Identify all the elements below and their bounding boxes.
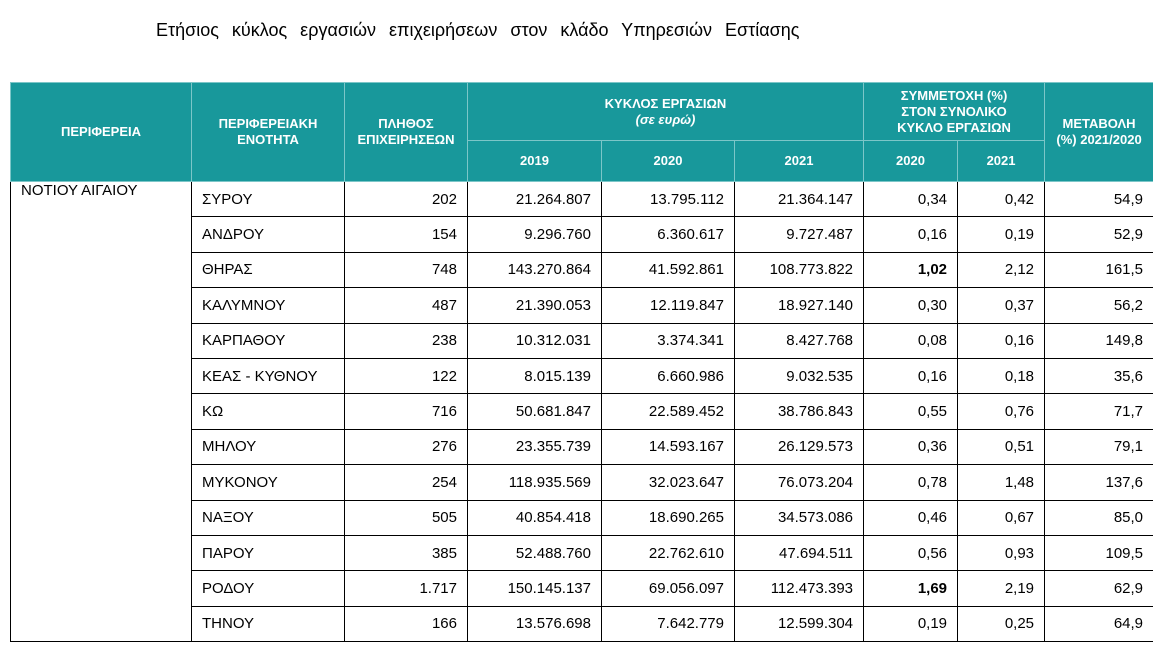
- unit-cell: ΚΩ: [192, 394, 345, 429]
- turnover-2020-cell: 69.056.097: [602, 571, 735, 606]
- turnover-2021-cell: 9.032.535: [735, 358, 864, 393]
- turnover-2020-cell: 18.690.265: [602, 500, 735, 535]
- count-cell: 166: [345, 606, 468, 641]
- header-year-2019: 2019: [468, 141, 602, 182]
- unit-cell: ΝΑΞΟΥ: [192, 500, 345, 535]
- unit-cell: ΚΑΛΥΜΝΟΥ: [192, 288, 345, 323]
- turnover-2019-cell: 21.390.053: [468, 288, 602, 323]
- unit-cell: ΚΕΑΣ - ΚΥΘΝΟΥ: [192, 358, 345, 393]
- share-2021-cell: 0,19: [958, 217, 1045, 252]
- header-year-2021: 2021: [735, 141, 864, 182]
- share-2021-cell: 0,93: [958, 535, 1045, 570]
- turnover-2019-cell: 10.312.031: [468, 323, 602, 358]
- table-body: [11, 182, 1153, 642]
- turnover-2020-cell: 6.360.617: [602, 217, 735, 252]
- share-2021-cell: 2,19: [958, 571, 1045, 606]
- turnover-2019-cell: 50.681.847: [468, 394, 602, 429]
- header-row-top: [11, 83, 1153, 141]
- change-cell: 56,2: [1045, 288, 1153, 323]
- turnover-2021-cell: 34.573.086: [735, 500, 864, 535]
- turnover-2021-cell: 8.427.768: [735, 323, 864, 358]
- turnover-2020-cell: 12.119.847: [602, 288, 735, 323]
- share-2021-cell: 0,25: [958, 606, 1045, 641]
- count-cell: 276: [345, 429, 468, 464]
- change-cell: 52,9: [1045, 217, 1153, 252]
- turnover-2020-cell: 13.795.112: [602, 182, 735, 217]
- count-cell: 748: [345, 252, 468, 287]
- share-2021-cell: 0,67: [958, 500, 1045, 535]
- share-2021-cell: 0,18: [958, 358, 1045, 393]
- share-2021-cell: 0,37: [958, 288, 1045, 323]
- turnover-2019-cell: 23.355.739: [468, 429, 602, 464]
- turnover-2020-cell: 22.762.610: [602, 535, 735, 570]
- turnover-2021-cell: 112.473.393: [735, 571, 864, 606]
- turnover-2019-cell: 118.935.569: [468, 465, 602, 500]
- share-2020-cell: 1,69: [864, 571, 958, 606]
- change-cell: 64,9: [1045, 606, 1153, 641]
- turnover-2019-cell: 150.145.137: [468, 571, 602, 606]
- change-cell: 71,7: [1045, 394, 1153, 429]
- count-cell: 154: [345, 217, 468, 252]
- share-2020-cell: 0,78: [864, 465, 958, 500]
- turnover-2021-cell: 12.599.304: [735, 606, 864, 641]
- header-region: ΠΕΡΙΦΕΡΕΙΑ: [11, 83, 192, 182]
- count-cell: 487: [345, 288, 468, 323]
- turnover-2019-cell: 143.270.864: [468, 252, 602, 287]
- turnover-2021-cell: 38.786.843: [735, 394, 864, 429]
- share-2020-cell: 0,30: [864, 288, 958, 323]
- share-2020-cell: 0,34: [864, 182, 958, 217]
- turnover-2021-cell: 26.129.573: [735, 429, 864, 464]
- share-2020-cell: 0,36: [864, 429, 958, 464]
- region-cell: ΝΟΤΙΟΥ ΑΙΓΑΙΟΥ: [11, 182, 192, 642]
- change-cell: 161,5: [1045, 252, 1153, 287]
- turnover-2019-cell: 8.015.139: [468, 358, 602, 393]
- turnover-2019-cell: 52.488.760: [468, 535, 602, 570]
- share-2021-cell: 0,42: [958, 182, 1045, 217]
- turnover-2021-cell: 21.364.147: [735, 182, 864, 217]
- change-cell: 62,9: [1045, 571, 1153, 606]
- share-2020-cell: 0,19: [864, 606, 958, 641]
- count-cell: 202: [345, 182, 468, 217]
- turnover-table: [10, 82, 1153, 642]
- turnover-2020-cell: 7.642.779: [602, 606, 735, 641]
- header-count: ΠΛΗΘΟΣ ΕΠΙΧΕΙΡΗΣΕΩΝ: [345, 83, 468, 182]
- count-cell: 254: [345, 465, 468, 500]
- count-cell: 238: [345, 323, 468, 358]
- change-cell: 54,9: [1045, 182, 1153, 217]
- unit-cell: ΤΗΝΟΥ: [192, 606, 345, 641]
- turnover-2020-cell: 41.592.861: [602, 252, 735, 287]
- share-2020-cell: 0,55: [864, 394, 958, 429]
- turnover-2019-cell: 9.296.760: [468, 217, 602, 252]
- header-change: ΜΕΤΑΒΟΛΗ (%) 2021/2020: [1045, 83, 1153, 182]
- turnover-2021-cell: 108.773.822: [735, 252, 864, 287]
- turnover-2021-cell: 18.927.140: [735, 288, 864, 323]
- turnover-2021-cell: 47.694.511: [735, 535, 864, 570]
- change-cell: 85,0: [1045, 500, 1153, 535]
- change-cell: 35,6: [1045, 358, 1153, 393]
- share-2021-cell: 0,16: [958, 323, 1045, 358]
- page-title: Ετήσιος κύκλος εργασιών επιχειρήσεων στον κλάδο Υπηρεσιών Εστίασης: [156, 20, 800, 40]
- share-2020-cell: 0,16: [864, 358, 958, 393]
- share-2021-cell: 0,76: [958, 394, 1045, 429]
- unit-cell: ΘΗΡΑΣ: [192, 252, 345, 287]
- share-2020-cell: 0,16: [864, 217, 958, 252]
- turnover-2019-cell: 13.576.698: [468, 606, 602, 641]
- count-cell: 716: [345, 394, 468, 429]
- change-cell: 137,6: [1045, 465, 1153, 500]
- unit-cell: ΡΟΔΟΥ: [192, 571, 345, 606]
- header-turnover-label: ΚΥΚΛΟΣ ΕΡΓΑΣΙΩΝ: [604, 95, 727, 111]
- unit-cell: ΣΥΡΟΥ: [192, 182, 345, 217]
- unit-cell: ΚΑΡΠΑΘΟΥ: [192, 323, 345, 358]
- header-turnover: [468, 83, 864, 141]
- turnover-2020-cell: 6.660.986: [602, 358, 735, 393]
- unit-cell: ΠΑΡΟΥ: [192, 535, 345, 570]
- share-2020-cell: 1,02: [864, 252, 958, 287]
- turnover-2019-cell: 21.264.807: [468, 182, 602, 217]
- turnover-2020-cell: 22.589.452: [602, 394, 735, 429]
- table-row: [11, 182, 1153, 217]
- change-cell: 79,1: [1045, 429, 1153, 464]
- change-cell: 109,5: [1045, 535, 1153, 570]
- header-year-2020: 2020: [602, 141, 735, 182]
- change-cell: 149,8: [1045, 323, 1153, 358]
- share-2021-cell: 0,51: [958, 429, 1045, 464]
- turnover-2020-cell: 14.593.167: [602, 429, 735, 464]
- count-cell: 122: [345, 358, 468, 393]
- header-turnover-unit: (σε ευρώ): [635, 111, 696, 127]
- unit-cell: ΜΥΚΟΝΟΥ: [192, 465, 345, 500]
- header-share: ΣΥΜΜΕΤΟΧΗ (%) ΣΤΟΝ ΣΥΝΟΛΙΚΟ ΚΥΚΛΟ ΕΡΓΑΣΙΩΝ: [864, 83, 1045, 141]
- turnover-2019-cell: 40.854.418: [468, 500, 602, 535]
- count-cell: 1.717: [345, 571, 468, 606]
- share-2020-cell: 0,08: [864, 323, 958, 358]
- share-2020-cell: 0,46: [864, 500, 958, 535]
- share-2020-cell: 0,56: [864, 535, 958, 570]
- share-2021-cell: 1,48: [958, 465, 1045, 500]
- unit-cell: ΑΝΔΡΟΥ: [192, 217, 345, 252]
- count-cell: 385: [345, 535, 468, 570]
- header-share-2020: 2020: [864, 141, 958, 182]
- turnover-2021-cell: 9.727.487: [735, 217, 864, 252]
- turnover-2020-cell: 32.023.647: [602, 465, 735, 500]
- header-share-2021: 2021: [958, 141, 1045, 182]
- header-unit: ΠΕΡΙΦΕΡΕΙΑΚΗ ΕΝΟΤΗΤΑ: [192, 83, 345, 182]
- unit-cell: ΜΗΛΟΥ: [192, 429, 345, 464]
- share-2021-cell: 2,12: [958, 252, 1045, 287]
- turnover-2020-cell: 3.374.341: [602, 323, 735, 358]
- count-cell: 505: [345, 500, 468, 535]
- turnover-2021-cell: 76.073.204: [735, 465, 864, 500]
